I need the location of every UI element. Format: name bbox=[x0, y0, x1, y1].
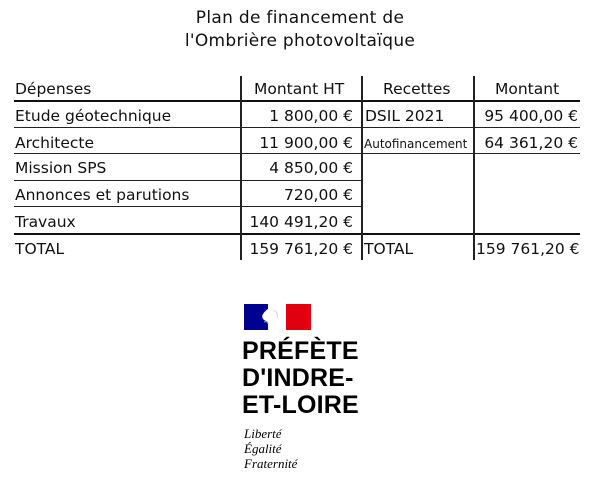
column-rule bbox=[240, 76, 242, 260]
depense-label: Annonces et parutions bbox=[15, 186, 190, 204]
column-rule bbox=[361, 76, 363, 260]
depense-amount: 11 900,00 € bbox=[259, 134, 353, 152]
row-rule bbox=[14, 127, 580, 128]
header-montant: Montant bbox=[495, 80, 560, 98]
depense-label: Travaux bbox=[15, 213, 76, 231]
recette-amount: 64 361,20 € bbox=[484, 134, 578, 152]
motto-egalite: Égalité bbox=[244, 441, 282, 456]
prefecture-name bbox=[242, 338, 359, 419]
depense-amount: 720,00 € bbox=[283, 186, 353, 204]
total-rule bbox=[14, 233, 580, 235]
header-rule bbox=[14, 100, 580, 102]
row-rule bbox=[14, 153, 580, 154]
row-rule bbox=[14, 180, 361, 181]
motto-liberte: Liberté bbox=[244, 426, 282, 441]
recette-label: Autofinancement bbox=[364, 137, 468, 151]
prefecture-line-2: D'INDRE- bbox=[242, 364, 354, 392]
column-rule bbox=[473, 76, 475, 260]
row-rule bbox=[14, 206, 361, 207]
recette-amount: 95 400,00 € bbox=[484, 107, 578, 125]
marianne-flag-icon bbox=[244, 304, 311, 330]
depense-amount: 140 491,20 € bbox=[249, 213, 353, 231]
total-label-right: TOTAL bbox=[364, 240, 414, 258]
header-depenses: Dépenses bbox=[15, 80, 92, 98]
total-amount-right: 159 761,20 € bbox=[476, 240, 580, 258]
title-line-2: l'Ombrière photovoltaïque bbox=[184, 31, 416, 51]
recette-label: DSIL 2021 bbox=[365, 107, 445, 125]
depense-label: Mission SPS bbox=[15, 159, 107, 177]
depense-label: Etude géotechnique bbox=[15, 107, 172, 125]
title-line-1: Plan de financement de bbox=[195, 8, 405, 28]
header-recettes: Recettes bbox=[383, 80, 451, 98]
prefecture-line-1: PRÉFÈTE bbox=[242, 337, 359, 365]
total-label-left: TOTAL bbox=[15, 240, 65, 258]
flag-red-band bbox=[286, 304, 311, 330]
depense-amount: 1 800,00 € bbox=[269, 107, 353, 125]
depense-label: Architecte bbox=[15, 134, 95, 152]
depense-amount: 4 850,00 € bbox=[269, 159, 353, 177]
prefecture-line-3: ET-LOIRE bbox=[242, 391, 359, 419]
republic-motto bbox=[244, 426, 297, 471]
total-amount-left: 159 761,20 € bbox=[249, 240, 353, 258]
motto-fraternite: Fraternité bbox=[244, 456, 298, 471]
header-montant-ht: Montant HT bbox=[254, 80, 345, 98]
